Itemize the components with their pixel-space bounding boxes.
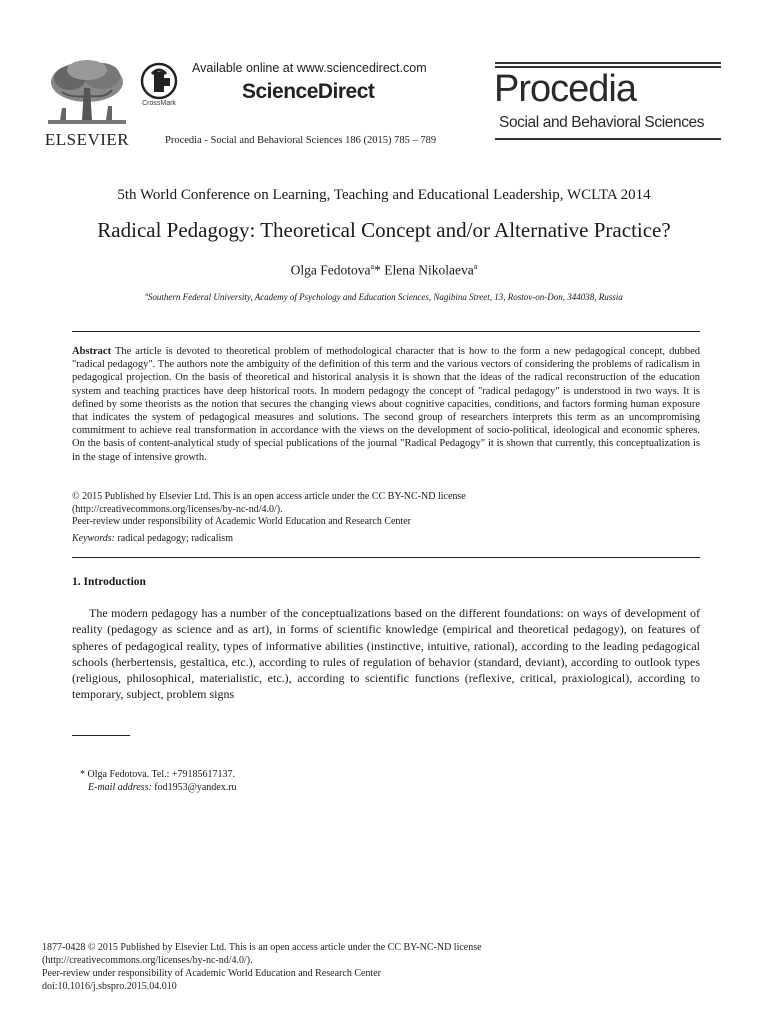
abstract-text: The article is devoted to theoretical problem of methodological character that is how to the form a new pedagogical concept, dubbed "radical pedagogy". The authors note the ambiguity of the definition of this term and the various vectors of considering the problems of radicalism in pedagogical projection. On the basis of theoretical and historical analysis it is shown that the ideas of the radical reconstruction of the education system and teaching practices have deep historical roots. In modern pedagogy the concept of "radical pedagogy" is understood in two ways. It is defined by some theorists as the notion that secures the changing views about cognitive capacities, conditions, and factors forming human exposure that indicates the system of pedagogical measures and solutions. The second group of researchers interprets this term as an uncompromising commitment to achieve real transformation in accordance with the views on the development of socio-political, ideological and economic spheres. On the basis of content-analytical study of special publications of the journal "Radical Pedagogy" it is shown that currently, this conceptualization is in the stage of intensive growth.	[72, 346, 700, 463]
divider	[72, 331, 700, 332]
email-label: E-mail address:	[88, 782, 152, 793]
crossmark-badge[interactable]	[136, 62, 182, 110]
license-link[interactable]: (http://creativecommons.org/licenses/by-nc-nd/4.0/).	[42, 955, 253, 966]
publisher-name: ELSEVIER	[44, 130, 130, 149]
sciencedirect-logo: ScienceDirect	[242, 80, 375, 103]
elsevier-tree-icon	[40, 58, 134, 128]
authors	[0, 262, 768, 279]
footnote	[80, 768, 237, 794]
paper-title: Radical Pedagogy: Theoretical Concept and/or Alternative Practice?	[97, 218, 671, 242]
keywords-label: Keywords:	[72, 533, 115, 544]
procedia-rule	[495, 62, 721, 64]
crossmark-label: CrossMark	[142, 100, 176, 107]
issn-line: 1877-0428 © 2015 Published by Elsevier Ltd. This is an open access article under the CC BY-NC-ND license	[42, 942, 482, 953]
author-affiliation-mark: a	[370, 262, 375, 271]
affiliation-mark: a	[145, 292, 148, 298]
email-address[interactable]: fod1953@yandex.ru	[151, 782, 237, 793]
footnote-contact: * Olga Fedotova. Tel.: +79185617137.	[80, 769, 236, 780]
conference-name: 5th World Conference on Learning, Teaching and Educational Leadership, WCLTA 2014	[117, 187, 651, 203]
license-block	[72, 491, 700, 529]
journal-reference: Procedia - Social and Behavioral Sciences 186 (2015) 785 – 789	[165, 135, 437, 146]
procedia-title: Procedia	[494, 68, 636, 110]
keywords-text: radical pedagogy; radicalism	[114, 533, 233, 544]
available-online-text: Available online at www.sciencedirect.com	[192, 61, 427, 75]
author-affiliation-mark: a	[473, 262, 478, 271]
peer-review-note: Peer-review under responsibility of Academic World Education and Research Center	[42, 968, 381, 979]
footnote-email	[80, 781, 237, 794]
abstract	[72, 345, 700, 464]
section-paragraph: The modern pedagogy has a number of the conceptualizations based on the different foundations: on ways of development of reality (pedagogy as science and as art), in forms of scientific knowledge (empirical and theoretical pedagogy), on features of spheres of pedagogical reality, types of informative abilities (instinctive, intuitive, rational), according to the leading pedagogical schools (herbertensis, gestaltica, etc.), according to rules of regulation of behavior (standard, deviant), according to outlook types (religious, philosophical, materialistic, etc.), according to scientific functions (reflexive, critical, praxiological), according to temporary, subject, problem signs	[72, 606, 700, 702]
elsevier-logo	[40, 58, 134, 148]
affiliation-text: Southern Federal University, Academy of Psychology and Education Sciences, Nagibina Street, 13, Rostov-on-Don, 344038, Russia	[147, 292, 623, 302]
divider	[72, 557, 700, 558]
author-name: Olga Fedotova	[290, 262, 371, 278]
procedia-subtitle: Social and Behavioral Sciences	[499, 114, 705, 131]
footnote-rule	[72, 735, 130, 736]
license-line: © 2015 Published by Elsevier Ltd. This is an open access article under the CC BY-NC-ND license	[72, 491, 466, 502]
doi[interactable]: doi:10.1016/j.sbspro.2015.04.010	[42, 981, 177, 992]
license-link[interactable]: (http://creativecommons.org/licenses/by-nc-nd/4.0/).	[72, 503, 283, 515]
section-heading: 1. Introduction	[72, 576, 146, 588]
affiliation	[0, 292, 768, 302]
page-footer	[42, 941, 482, 993]
author-name: * Elena Nikolaeva	[374, 262, 474, 278]
peer-review-note: Peer-review under responsibility of Academic World Education and Research Center	[72, 516, 411, 527]
keywords	[72, 533, 233, 544]
procedia-rule	[495, 138, 721, 140]
abstract-label: Abstract	[72, 346, 112, 357]
crossmark-icon	[136, 62, 182, 100]
